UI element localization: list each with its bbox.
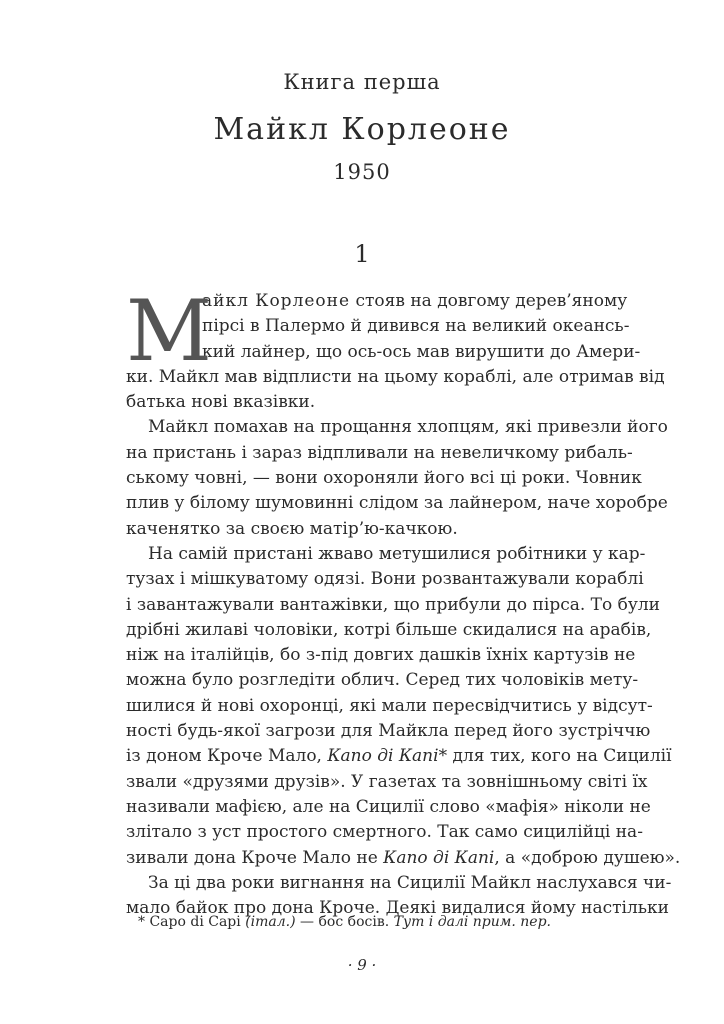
text-line: ності будь-якої загрози для Майкла перед його зустріччю (126, 721, 651, 742)
text-line: і завантажували вантажівки, що прибули до пірса. То були (126, 594, 661, 615)
text-line: ки. Майкл мав відплисти на цьому кораблі, але отримав від (126, 366, 665, 387)
footnote-definition: — бос босів. (295, 914, 394, 930)
text-line: пірсі в Палермо й дивився на великий океансь- (202, 316, 630, 337)
footnote-ref: * (438, 746, 448, 767)
text-line: каченятко за своєю матір’ю-качкою. (126, 518, 458, 539)
text-line: звали «друзями друзів». У газетах та зовнішньому світі їх (126, 771, 648, 792)
footnote-note: Тут і далі прим. пер. (393, 914, 551, 930)
footnote-lang: (італ.) (245, 914, 296, 930)
text-line: називали мафією, але на Сицилії слово «мафія» ніколи не (126, 796, 651, 817)
text-line: зивали дона Кроче Мало не Капо ді Капі, а «доброю душею». (126, 847, 681, 868)
text-line: ніж на італійців, бо з-під довгих дашків їхніх картузів не (126, 645, 636, 666)
chapter-number: 1 (354, 240, 370, 268)
year: 1950 (333, 160, 391, 184)
chapter-body (126, 282, 681, 921)
text-line: На самій пристані жваво метушилися робітники у кар- (148, 543, 646, 564)
text-line: дрібні жилаві чоловіки, котрі більше скидалися на арабів, (126, 619, 652, 640)
text-line: мало байок про дона Кроче. Деякі видалися йому настільки (126, 898, 669, 919)
italic-phrase: Капо ді Капі (327, 746, 439, 767)
italic-phrase: Капо ді Капі (383, 847, 495, 868)
footnote-marker: * (138, 914, 145, 930)
text-line: можна було розгледіти облич. Серед тих чоловіків мету- (126, 670, 639, 691)
text-line: на пристань і зараз відпливали на невеличкому рибаль- (126, 442, 633, 463)
text-line: батька нові вказівки. (126, 392, 316, 413)
text-line: ському човні, — вони охороняли його всі ці роки. Човник (126, 468, 642, 489)
book-title: Майкл Корлеоне (213, 112, 511, 147)
footnote-term: Capo di Capi (149, 914, 241, 930)
part-label: Книга перша (283, 70, 441, 94)
text-line: шилися й нові охоронці, які мали пересвідчитись у відсут- (126, 695, 653, 716)
page-number: · 9 · (347, 956, 377, 974)
text-line: За ці два роки вигнання на Сицилії Майкл наслухався чи- (148, 872, 672, 893)
text-line: айкл Корлеоне стояв на довгому дерев’яному (202, 291, 628, 311)
text-line: плив у білому шумовинні слідом за лайнером, наче хоробре (126, 493, 668, 514)
opening-smallcaps: айкл Корлеоне (202, 291, 351, 311)
footnote (138, 912, 588, 932)
text-line: тузах і мішкуватому одязі. Вони розвантажували кораблі (126, 569, 644, 590)
drop-cap: М (126, 282, 213, 380)
text-line: Майкл помахав на прощання хлопцям, які привезли його (148, 417, 668, 438)
text-line: злітало з уст простого смертного. Так само сицилійці на- (126, 822, 643, 843)
text-line: із доном Кроче Мало, Капо ді Капі* для тих, кого на Сицилії (126, 746, 672, 767)
text-line: кий лайнер, що ось-ось мав вирушити до Амери- (202, 341, 641, 362)
